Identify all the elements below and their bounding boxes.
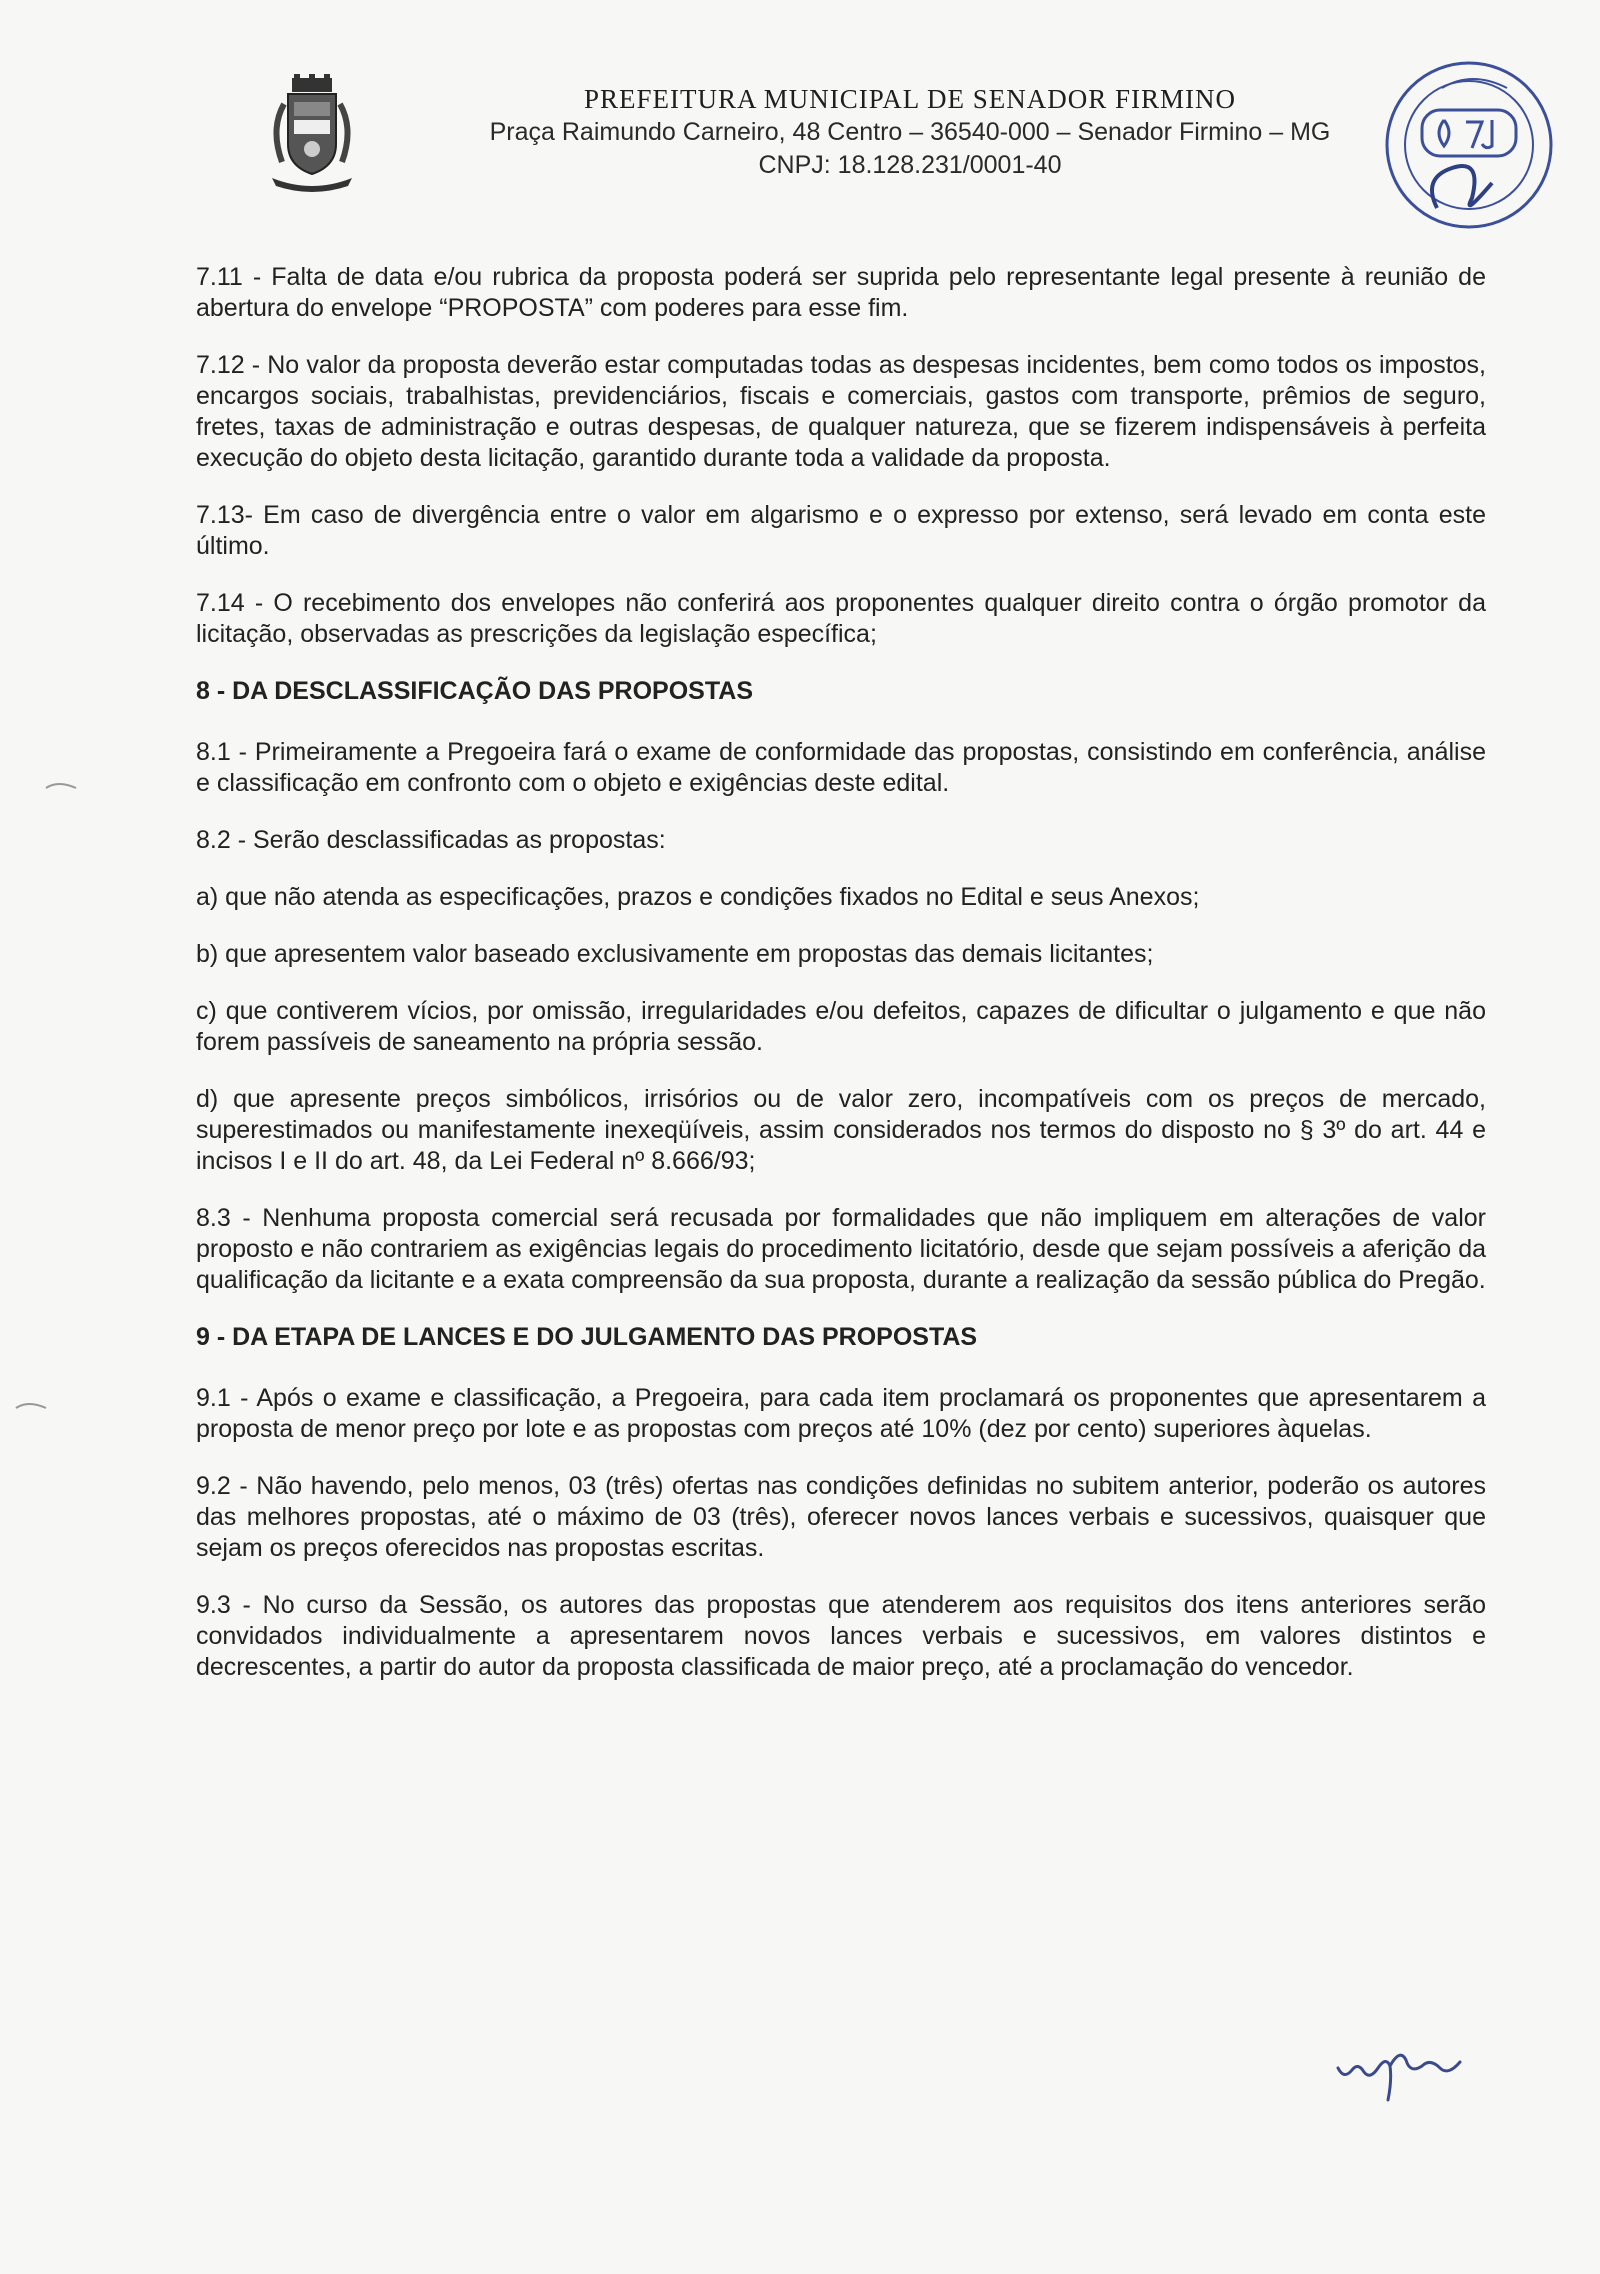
margin-mark-icon	[14, 1398, 48, 1412]
clause-7-13: 7.13- Em caso de divergência entre o valor em algarismo e o expresso por extenso, será levado em conta este último.	[196, 501, 1486, 560]
clause-7-14: 7.14 - O recebimento dos envelopes não conferirá aos proponentes qualquer direito contra o órgão promotor da licitação, observadas as prescrições da legislação específica;	[196, 589, 1486, 648]
clause-9-3: 9.3 - No curso da Sessão, os autores das propostas que atenderem aos requisitos dos itens anteriores serão convidados individualmente a apresentarem novos lances verbais e sucessivos, em valores distintos e decrescentes, a partir do autor da proposta classificada de maior preço, até a proclamação do vencedor.	[196, 1591, 1486, 1681]
municipal-crest-icon	[262, 74, 362, 194]
clause-7-12: 7.12 - No valor da proposta deverão estar computadas todas as despesas incidentes, bem como todos os impostos, encargos sociais, trabalhistas, previdenciários, fiscais e comerciais, gastos com transporte, prêmios de seguro, fretes, taxas de administração e outras despesas, de qualquer natureza, que se fizerem indispensáveis à perfeita execução do objeto desta licitação, garantido durante toda a validade da proposta.	[196, 351, 1486, 472]
document-body	[196, 262, 1486, 1709]
organization-address: Praça Raimundo Carneiro, 48 Centro – 36540-000 – Senador Firmino – MG	[489, 118, 1331, 146]
clause-8-2-a: a) que não atenda as especificações, prazos e condições fixados no Edital e seus Anexos;	[196, 883, 1200, 911]
clause-8-2: 8.2 - Serão desclassificadas as propostas:	[196, 826, 666, 854]
section-heading-9: 9 - DA ETAPA DE LANCES E DO JULGAMENTO DAS PROPOSTAS	[196, 1323, 978, 1351]
clause-8-2-c: c) que contiverem vícios, por omissão, irregularidades e/ou defeitos, capazes de dificultar o julgamento e que não forem passíveis de saneamento na própria sessão.	[196, 997, 1486, 1056]
organization-cnpj: CNPJ: 18.128.231/0001-40	[758, 151, 1062, 179]
clause-8-3: 8.3 - Nenhuma proposta comercial será recusada por formalidades que não impliquem em alterações de valor proposto e não contrariem as exigências legais do procedimento licitatório, desde que sejam possíveis a aferição da qualificação da licitante e a exata compreensão da sua proposta, durante a realização da sessão pública do Pregão.	[196, 1204, 1486, 1294]
organization-name: PREFEITURA MUNICIPAL DE SENADOR FIRMINO	[583, 84, 1237, 114]
clause-9-1: 9.1 - Após o exame e classificação, a Pregoeira, para cada item proclamará os proponentes que apresentarem a proposta de menor preço por lote e as propostas com preços até 10% (dez por cento) superiores àquelas.	[196, 1384, 1486, 1443]
margin-mark-icon	[44, 778, 78, 792]
commission-stamp-icon	[1382, 58, 1557, 233]
section-heading-8: 8 - DA DESCLASSIFICAÇÃO DAS PROPOSTAS	[196, 677, 753, 705]
clause-9-2: 9.2 - Não havendo, pelo menos, 03 (três) ofertas nas condições definidas no subitem anterior, poderão os autores das melhores propostas, até o máximo de 03 (três), oferecer novos lances verbais e sucessivos, quaisquer que sejam os preços oferecidos nas propostas escritas.	[196, 1472, 1486, 1562]
clause-8-2-b: b) que apresentem valor baseado exclusivamente em propostas das demais licitantes;	[196, 940, 1154, 968]
clause-8-1: 8.1 - Primeiramente a Pregoeira fará o exame de conformidade das propostas, consistindo em conferência, análise e classificação em confronto com o objeto e exigências deste edital.	[196, 738, 1486, 797]
letterhead	[430, 82, 1390, 182]
clause-7-11: 7.11 - Falta de data e/ou rubrica da proposta poderá ser suprida pelo representante legal presente à reunião de abertura do envelope “PROPOSTA” com poderes para esse fim.	[196, 263, 1486, 322]
clause-8-2-d: d) que apresente preços simbólicos, irrisórios ou de valor zero, incompatíveis com os preços de mercado, superestimados ou manifestamente inexeqüíveis, assim considerados nos termos do disposto no § 3º do art. 44 e incisos I e II do art. 48, da Lei Federal nº 8.666/93;	[196, 1085, 1486, 1175]
handwritten-initials-icon	[1330, 2040, 1480, 2110]
